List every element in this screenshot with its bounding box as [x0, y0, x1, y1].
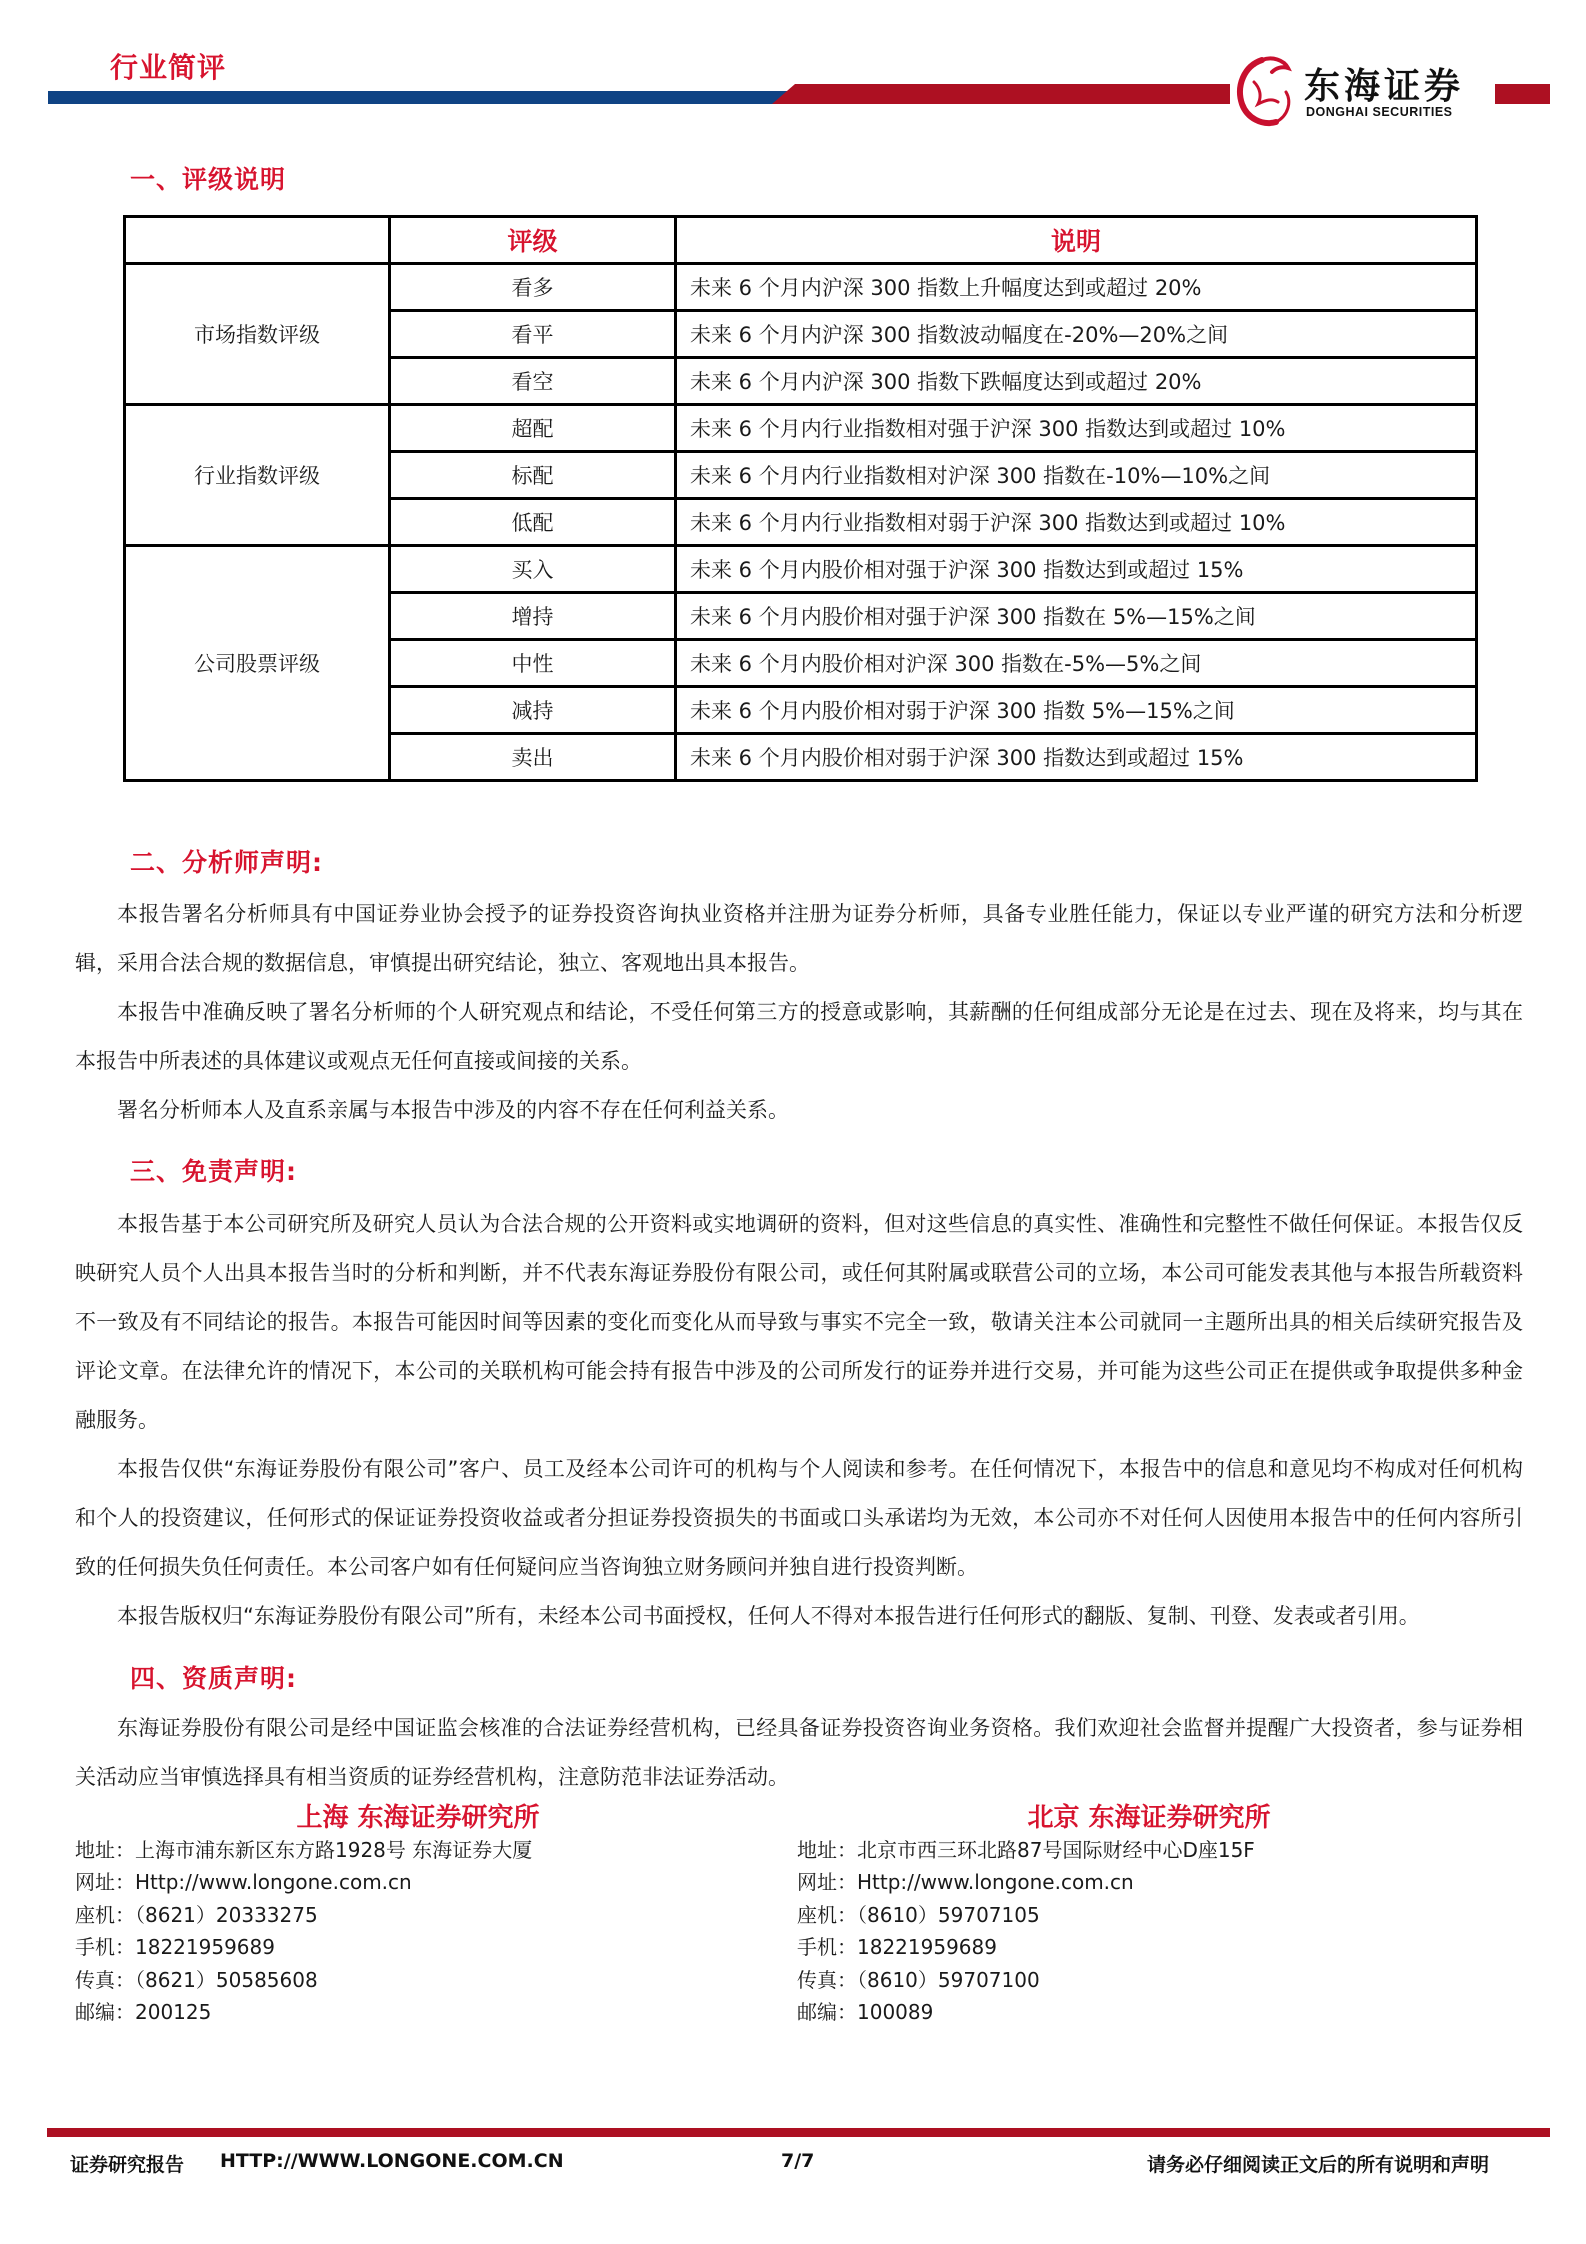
office-phone: 座机：（8621）20333275 [75, 1902, 318, 1927]
table-row [125, 546, 1477, 593]
office-mobile: 手机：18221959689 [797, 1935, 997, 1960]
description-cell: 未来 6 个月内股价相对强于沪深 300 指数在 5%—15%之间 [676, 593, 1477, 640]
paragraph: 署名分析师本人及直系亲属与本报告中涉及的内容不存在任何利益关系。 [117, 1098, 789, 1122]
office-address: 地址：上海市浦东新区东方路1928号 东海证券大厦 [75, 1838, 533, 1862]
paragraph: 东海证券股份有限公司是经中国证监会核准的合法证券经营机构，已经具备证券投资咨询业务资格。我们欢迎社会监督并提醒广大投资者，参与证券相关活动应当审慎选择具有相当资质的证券经营机构，注意防范非法证券活动。 [75, 1716, 1523, 1789]
description-cell: 未来 6 个月内股价相对强于沪深 300 指数达到或超过 15% [676, 546, 1477, 593]
table-row [125, 405, 1477, 452]
table-header-grade: 评级 [390, 217, 676, 264]
grade-cell: 看平 [390, 311, 676, 358]
table-header-description: 说明 [676, 217, 1477, 264]
office-shanghai [75, 1834, 532, 2028]
header-bar-red-right [1495, 84, 1550, 104]
office-title-beijing: 北京 东海证券研究所 [1027, 1803, 1271, 1833]
footer-notice: 请务必仔细阅读正文后的所有说明和声明 [1147, 2154, 1490, 2176]
section-title-disclaimer: 三、免责声明: [130, 1157, 297, 1186]
logo-name-en: DONGHAI SECURITIES [1306, 105, 1453, 119]
company-logo [1232, 52, 1494, 128]
office-title-shanghai: 上海 东海证券研究所 [296, 1803, 540, 1833]
category-cell: 公司股票评级 [125, 546, 390, 781]
office-website: 网址：Http://www.longone.com.cn [75, 1870, 412, 1895]
table-header-category [125, 217, 390, 264]
description-cell: 未来 6 个月内股价相对弱于沪深 300 指数达到或超过 15% [676, 734, 1477, 781]
grade-cell: 买入 [390, 546, 676, 593]
office-postcode: 邮编：100089 [797, 2000, 934, 2025]
document-type-label: 行业简评 [110, 51, 227, 84]
description-cell: 未来 6 个月内股价相对沪深 300 指数在-5%—5%之间 [676, 640, 1477, 687]
disclaimer [75, 1200, 1523, 1641]
logo-name-cn: 东海证券 [1304, 65, 1465, 107]
description-cell: 未来 6 个月内行业指数相对强于沪深 300 指数达到或超过 10% [676, 405, 1477, 452]
office-website: 网址：Http://www.longone.com.cn [797, 1870, 1134, 1895]
description-cell: 未来 6 个月内行业指数相对弱于沪深 300 指数达到或超过 10% [676, 499, 1477, 546]
grade-cell: 标配 [390, 452, 676, 499]
grade-cell: 超配 [390, 405, 676, 452]
office-phone: 座机：（8610）59707105 [797, 1902, 1040, 1927]
analyst-statement [75, 890, 1523, 1135]
office-fax: 传真：（8610）59707100 [797, 1967, 1040, 1992]
footer-report-label: 证券研究报告 [70, 2154, 185, 2176]
description-cell: 未来 6 个月内沪深 300 指数波动幅度在-20%—20%之间 [676, 311, 1477, 358]
description-cell: 未来 6 个月内沪深 300 指数下跌幅度达到或超过 20% [676, 358, 1477, 405]
paragraph: 本报告仅供“东海证券股份有限公司”客户、员工及经本公司许可的机构与个人阅读和参考。在任何情况下，本报告中的信息和意见均不构成对任何机构和个人的投资建议，任何形式的保证证券投资收益或者分担证券投资损失的书面或口头承诺均为无效，本公司亦不对任何人因使用本报告中的任何内容所引致的任何损失负任何责任。本公司客户如有任何疑问应当咨询独立财务顾问并独自进行投资判断。 [75, 1457, 1523, 1579]
description-cell: 未来 6 个月内沪深 300 指数上升幅度达到或超过 20% [676, 264, 1477, 311]
description-cell: 未来 6 个月内行业指数相对沪深 300 指数在-10%—10%之间 [676, 452, 1477, 499]
qualification-statement [75, 1704, 1523, 1802]
section-title-qualification: 四、资质声明: [130, 1664, 297, 1693]
category-cell: 行业指数评级 [125, 405, 390, 546]
paragraph: 本报告版权归“东海证券股份有限公司”所有，未经本公司书面授权，任何人不得对本报告进行任何形式的翻版、复制、刊登、发表或者引用。 [117, 1604, 1420, 1628]
grade-cell: 卖出 [390, 734, 676, 781]
table-row [125, 264, 1477, 311]
footer-bar [47, 2128, 1550, 2137]
office-fax: 传真：（8621）50585608 [75, 1967, 318, 1992]
grade-cell: 中性 [390, 640, 676, 687]
paragraph: 本报告基于本公司研究所及研究人员认为合法合规的公开资料或实地调研的资料，但对这些信息的真实性、准确性和完整性不做任何保证。本报告仅反映研究人员个人出具本报告当时的分析和判断，并不代表东海证券股份有限公司，或任何其附属或联营公司的立场，本公司可能发表其他与本报告所载资料不一致及有不同结论的报告。本报告可能因时间等因素的变化而变化从而导致与事实不完全一致，敬请关注本公司就同一主题所出具的相关后续研究报告及评论文章。在法律允许的情况下，本公司的关联机构可能会持有报告中涉及的公司所发行的证券并进行交易，并可能为这些公司正在提供或争取提供多种金融服务。 [75, 1212, 1523, 1432]
grade-cell: 看空 [390, 358, 676, 405]
header-bar-red [772, 84, 1230, 104]
grade-cell: 减持 [390, 687, 676, 734]
grade-cell: 低配 [390, 499, 676, 546]
grade-cell: 增持 [390, 593, 676, 640]
section-title-rating: 一、评级说明 [130, 165, 287, 194]
section-title-analyst: 二、分析师声明: [130, 848, 323, 877]
office-beijing [797, 1834, 1255, 2028]
grade-cell: 看多 [390, 264, 676, 311]
table-header-row [125, 217, 1477, 264]
paragraph: 本报告署名分析师具有中国证券业协会授予的证券投资咨询执业资格并注册为证券分析师，具备专业胜任能力，保证以专业严谨的研究方法和分析逻辑，采用合法合规的数据信息，审慎提出研究结论，独立、客观地出具本报告。 [75, 902, 1523, 975]
office-address: 地址：北京市西三环北路87号国际财经中心D座15F [797, 1838, 1255, 1862]
office-mobile: 手机：18221959689 [75, 1935, 275, 1960]
category-cell: 市场指数评级 [125, 264, 390, 405]
rating-table [123, 215, 1478, 782]
page-number: 7/7 [781, 2150, 815, 2172]
header-bar-blue [48, 91, 788, 104]
footer-url-link[interactable]: HTTP://WWW.LONGONE.COM.CN [220, 2150, 564, 2172]
description-cell: 未来 6 个月内股价相对弱于沪深 300 指数 5%—15%之间 [676, 687, 1477, 734]
paragraph: 本报告中准确反映了署名分析师的个人研究观点和结论，不受任何第三方的授意或影响，其薪酬的任何组成部分无论是在过去、现在及将来，均与其在本报告中所表述的具体建议或观点无任何直接或间接的关系。 [75, 1000, 1523, 1073]
office-postcode: 邮编：200125 [75, 2000, 212, 2025]
dragon-emblem-icon [1232, 52, 1302, 128]
